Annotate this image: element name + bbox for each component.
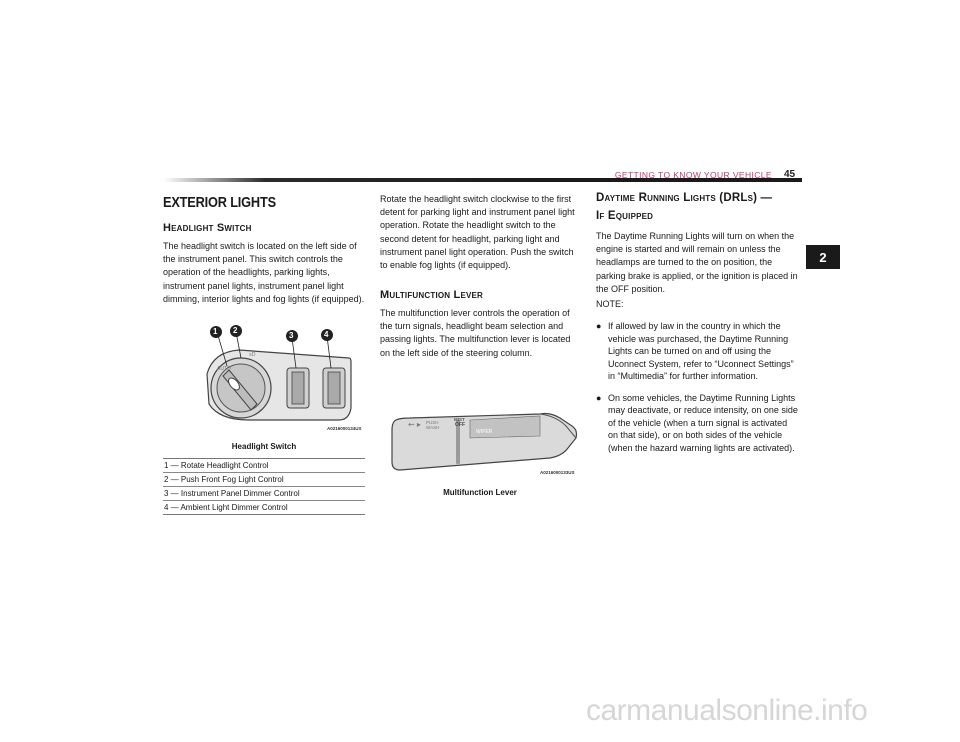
lever-label-push: PUSH — [426, 420, 439, 425]
bullet-icon: ● — [596, 321, 602, 331]
watermark: carmanualsonline.info — [586, 694, 868, 727]
bullet-text: On some vehicles, the Daytime Running Lights may deactivate, or reduce intensity, on one side of the vehicle (when a turn signal is activated on that side), or on both sides of the vehicle (when the hazard warning lights are activated). — [608, 392, 798, 453]
callout-label-4: 4 — [324, 330, 329, 339]
headlight-switch-figure — [199, 324, 365, 440]
callout-label-3: 3 — [289, 331, 294, 340]
figure-caption-headlight-switch: Headlight Switch — [231, 442, 297, 451]
svg-text:AUTO: AUTO — [217, 366, 231, 372]
multifunction-lever-figure — [390, 400, 580, 480]
legend-item: 3 — Instrument Panel Dimmer Control — [163, 487, 365, 501]
multifunction-lever-illustration — [390, 400, 580, 480]
headlight-switch-illustration — [199, 324, 365, 440]
chapter-tab: 2 — [806, 245, 840, 269]
rotate-switch-paragraph: Rotate the headlight switch clockwise to the first detent for parking light and instrument panel light operation. Rotate the headlight switch to the second detent for headlight, parking light and instrument panel light operation. Push the switch to enable fog lights (if equipped). — [380, 194, 575, 271]
svg-text:≡D: ≡D — [249, 352, 256, 358]
figure-id: A0216000133US — [540, 470, 575, 475]
drl-paragraph: The Daytime Running Lights will turn on when the engine is started and will remain on unless the headlamps are turned to the on position, the parking brake is applied, or the ignition is placed in the OFF position. — [596, 231, 798, 294]
bullet-icon: ● — [596, 392, 602, 403]
lever-label-mist: MIST — [454, 417, 465, 422]
subheading-drl: Daytime Running Lights (DRLs) — — [596, 192, 773, 204]
legend-item: 4 — Ambient Light Dimmer Control — [164, 503, 288, 512]
subheading-headlight-switch: Headlight Switch — [163, 222, 252, 234]
list-item — [596, 320, 798, 383]
bullet-text: If allowed by law in the country in which the vehicle was purchased, the Daytime Running Lights can be turned on and off using the Uconnect System, refer to “Uconnect Settings” in “Multimedia” for further information. — [608, 321, 794, 381]
svg-text:⇜ ▸: ⇜ ▸ — [408, 420, 421, 429]
section-title: EXTERIOR LIGHTS — [163, 194, 276, 211]
list-item — [596, 392, 798, 455]
headlight-switch-paragraph: The headlight switch is located on the left side of the instrument panel. This switch controls the operation of the headlights, parking lights, instrument panel lights, instrument panel light dimming, interior lights and fog lights (if equipped). — [163, 241, 365, 304]
running-header: GETTING TO KNOW YOUR VEHICLE — [614, 170, 772, 180]
legend-item: 2 — Push Front Fog Light Control — [163, 473, 365, 487]
subheading-drl-if-equipped: If Equipped — [596, 210, 654, 222]
subheading-multifunction-lever: Multifunction Lever — [380, 289, 484, 301]
figure-id: A0216000134US — [327, 426, 362, 431]
lever-label-wiper: WIPER — [476, 429, 493, 435]
legend-item: 1 — Rotate Headlight Control — [163, 459, 365, 473]
callout-label-1: 1 — [213, 327, 218, 336]
multifunction-lever-paragraph: The multifunction lever controls the operation of the turn signals, headlight beam selection and passing lights. The multifunction lever is located on the left side of the steering column. — [380, 308, 571, 358]
lever-label-wash: WASH — [426, 425, 440, 430]
page-number: 45 — [784, 169, 796, 180]
callout-legend — [163, 458, 365, 515]
note-bullets — [596, 320, 798, 463]
note-label: NOTE: — [596, 299, 624, 309]
figure-caption-multifunction-lever: Multifunction Lever — [443, 488, 517, 497]
lever-label-off: OFF — [455, 422, 465, 428]
callout-label-2: 2 — [233, 326, 238, 335]
